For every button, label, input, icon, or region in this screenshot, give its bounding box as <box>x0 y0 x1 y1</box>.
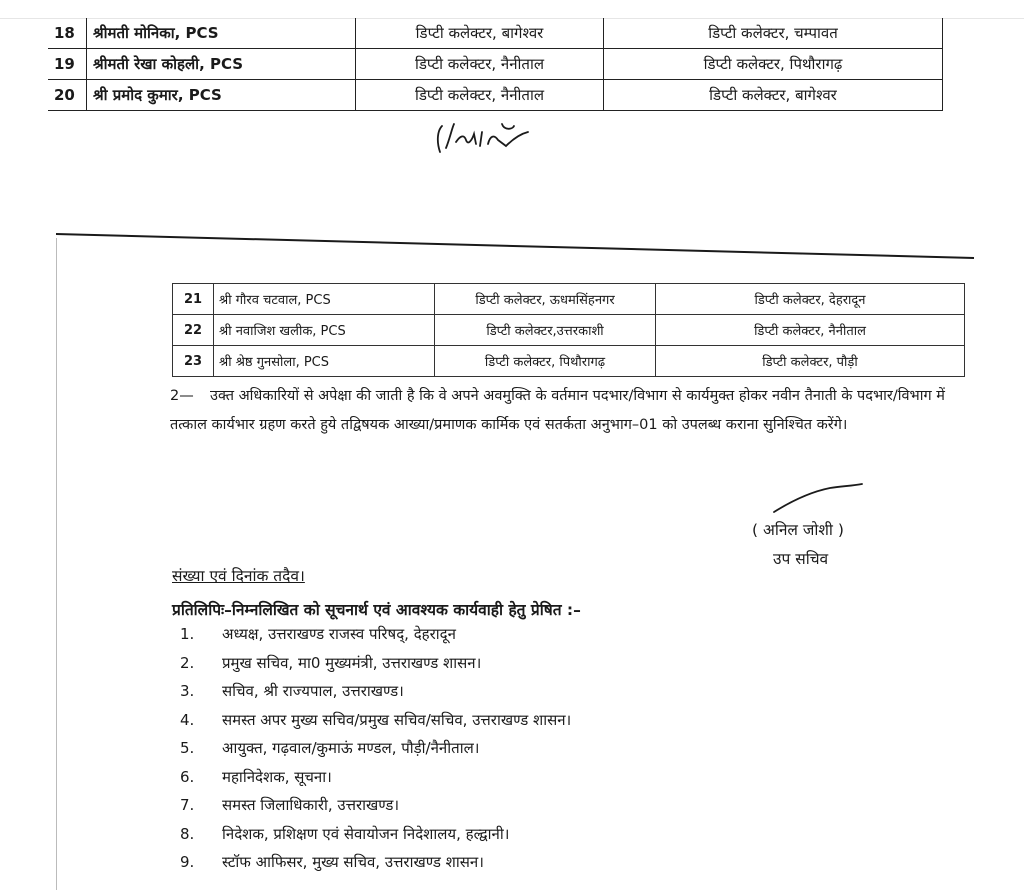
item-text: स्टॉफ आफिसर, मुख्य सचिव, उत्तराखण्ड शासन। <box>222 853 484 871</box>
table-row <box>173 346 965 377</box>
officer-name: श्रीमती रेखा कोहली, PCS <box>87 49 356 80</box>
row-number: 23 <box>173 346 214 377</box>
list-item <box>172 763 571 792</box>
item-text: सचिव, श्री राज्यपाल, उत्तराखण्ड। <box>222 682 404 700</box>
new-post: डिप्टी कलेक्टर, पिथौरागढ़ <box>604 49 943 80</box>
item-number: 5. <box>180 739 195 757</box>
item-text: आयुक्त, गढ़वाल/कुमाऊं मण्डल, पौड़ी/नैनीताल। <box>222 739 480 757</box>
current-post: डिप्टी कलेक्टर, पिथौरागढ़ <box>435 346 656 377</box>
signatory-name: ( अनिल जोशी ) <box>752 521 844 539</box>
item-number: 4. <box>180 710 195 729</box>
new-post: डिप्टी कलेक्टर, देहरादून <box>656 284 965 315</box>
current-post: डिप्टी कलेक्टर, नैनीताल <box>356 49 604 80</box>
paragraph-number: 2— <box>170 388 194 404</box>
item-number: 1. <box>180 625 195 643</box>
item-text: महानिदेशक, सूचना। <box>222 767 332 786</box>
list-item <box>172 649 571 678</box>
current-post: डिप्टी कलेक्टर, नैनीताल <box>356 80 604 111</box>
handwritten-initials-signature <box>432 118 542 158</box>
transfer-table-bottom <box>172 283 965 377</box>
item-text: अध्यक्ष, उत्तराखण्ड राजस्व परिषद्, देहरादून <box>222 625 456 643</box>
new-post: डिप्टी कलेक्टर, चम्पावत <box>604 18 943 49</box>
list-item <box>172 734 571 763</box>
transfer-table-top <box>48 18 943 111</box>
list-item <box>172 848 571 877</box>
item-text: समस्त जिलाधिकारी, उत्तराखण्ड। <box>222 796 400 814</box>
table-row <box>48 18 943 49</box>
list-item <box>172 677 571 706</box>
current-post: डिप्टी कलेक्टर, बागेश्वर <box>356 18 604 49</box>
table-row <box>173 315 965 346</box>
new-post: डिप्टी कलेक्टर, बागेश्वर <box>604 80 943 111</box>
officer-signature <box>770 480 870 516</box>
item-text: प्रमुख सचिव, मा0 मुख्यमंत्री, उत्तराखण्ड शासन। <box>222 653 482 672</box>
item-number: 8. <box>180 824 195 843</box>
officer-name: श्री नवाजिश खलीक, PCS <box>214 315 435 346</box>
officer-name: श्री श्रेष्ठ गुनसोला, PCS <box>214 346 435 377</box>
copy-to-heading: प्रतिलिपिः–निम्नलिखित को सूचनार्थ एवं आवश्यक कार्यवाही हेतु प्रेषित :– <box>172 601 581 619</box>
officer-name: श्री गौरव चटवाल, PCS <box>214 284 435 315</box>
row-number: 22 <box>173 315 214 346</box>
item-text: निदेशक, प्रशिक्षण एवं सेवायोजन निदेशालय, हल्द्वानी। <box>222 824 510 843</box>
table-row <box>48 80 943 111</box>
row-number: 18 <box>48 18 87 49</box>
list-item <box>172 706 571 735</box>
page-left-edge <box>56 238 57 890</box>
page-top-border <box>54 232 979 262</box>
signatory-designation: उप सचिव <box>773 550 829 568</box>
row-number: 19 <box>48 49 87 80</box>
item-number: 2. <box>180 653 195 672</box>
new-post: डिप्टी कलेक्टर, नैनीताल <box>656 315 965 346</box>
current-post: डिप्टी कलेक्टर,उत्तरकाशी <box>435 315 656 346</box>
list-item <box>172 820 571 849</box>
row-number: 20 <box>48 80 87 111</box>
item-number: 6. <box>180 767 195 786</box>
officer-name: श्री प्रमोद कुमार, PCS <box>87 80 356 111</box>
officer-name: श्रीमती मोनिका, PCS <box>87 18 356 49</box>
list-item <box>172 620 571 649</box>
item-text: समस्त अपर मुख्य सचिव/प्रमुख सचिव/सचिव, उत्तराखण्ड शासन। <box>222 710 572 729</box>
item-number: 3. <box>180 682 195 700</box>
reference-line: संख्या एवं दिनांक तदैव। <box>172 567 305 585</box>
paragraph-text: उक्त अधिकारियों से अपेक्षा की जाती है कि वे अपने अवमुक्ति के वर्तमान पदभार/विभाग से कार्यमुक्त होकर नवीन तैनाती के पदभार/विभाग में तत्काल कार्यभार ग्रहण करते हुये तद्विषयक आख्या/प्रमाणक कार्मिक एवं सतर्कता अनुभाग–01 को उपलब्ध कराना सुनिश्चित करेंगे। <box>170 388 945 433</box>
row-number: 21 <box>173 284 214 315</box>
table-row <box>48 49 943 80</box>
item-number: 7. <box>180 796 195 814</box>
current-post: डिप्टी कलेक्टर, ऊधमसिंहनगर <box>435 284 656 315</box>
new-post: डिप्टी कलेक्टर, पौड़ी <box>656 346 965 377</box>
list-item <box>172 791 571 820</box>
item-number: 9. <box>180 853 195 871</box>
table-row <box>173 284 965 315</box>
copy-to-list <box>172 620 571 877</box>
instruction-paragraph <box>170 382 970 440</box>
